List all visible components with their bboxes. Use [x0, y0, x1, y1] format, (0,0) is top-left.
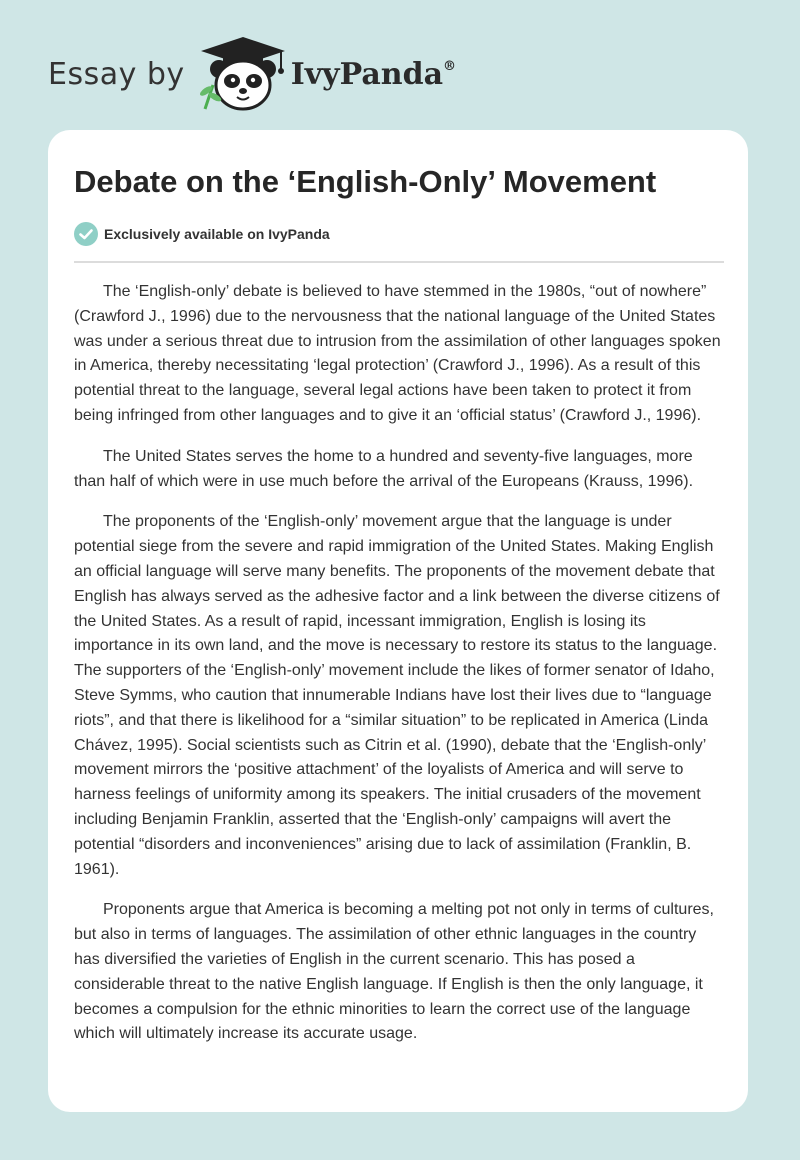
paragraph: Proponents argue that America is becoming a melting pot not only in terms of cultures, but also in terms of languages. The assimilation of other ethnic languages in the country has diversified the varieties of English in the current scenario. This has posed a considerable threat to the native English language. If English is then the only language, it becomes a compulsion for the ethnic minorities to learn the correct use of the language which will ultimately increase its accurate usage.	[74, 901, 714, 1043]
page-title: Debate on the ‘English-Only’ Movement	[74, 164, 657, 199]
paragraph: The United States serves the home to a hundred and seventy-five languages, more than half of which were in use much before the arrival of the Europeans (Krauss, 1996).	[74, 447, 694, 490]
essay-by-label: Essay by	[48, 56, 185, 92]
paragraph: The proponents of the ‘English-only’ movement argue that the language is under potential siege from the severe and rapid immigration of the United States. Making English an official language will serve many benefits. The proponents of the movement debate that English has always served as the adhesive factor and a link between the diverse citizens of the United States. As a result of rapid, incessant immigration, English is losing its importance in its own land, and the move is necessary to restore its status to the language. The supporters of the ‘English-only’ movement include the likes of former senator of Idaho, Steve Symms, who caution that innumerable Indians have lost their lives due to “language riots”, and that there is likelihood for a “similar situation” to be replicated in America (Linda Chávez, 1995). Social scientists such as Citrin et al. (1990), debate that the ‘English-only’ movement mirrors the ‘positive attachment’ of the loyalists of America and will serve to harness feelings of uniformity among its speakers. The initial crusaders of the movement including Benjamin Franklin, asserted that the ‘English-only’ campaigns will avert the potential “disorders and inconveniences” arising due to lack of assimilation (Franklin, B. 1961).	[74, 513, 720, 878]
exclusive-badge-label: Exclusively available on IvyPanda	[104, 226, 330, 242]
brand-text: IvyPanda	[290, 56, 444, 92]
check-circle-icon	[74, 222, 98, 246]
registered-mark: ®	[443, 58, 457, 74]
divider	[74, 261, 724, 263]
site-header	[48, 34, 456, 114]
exclusive-badge	[74, 222, 330, 246]
panda-graduate-logo-icon[interactable]	[197, 35, 289, 113]
paragraph: The ‘English-only’ debate is believed to have stemmed in the 1980s, “out of nowhere” (Crawford J., 1996) due to the nervousness that the national language of the United States was under a serious threat due to intrusion from the assimilation of other languages spoken in America, thereby necessitating ‘legal protection’ (Crawford J., 1996). As a result of this potential threat to the language, several legal actions have been taken to protect it from being infringed from other languages and to give it an ‘official status’ (Crawford J., 1996).	[74, 283, 721, 424]
essay-card	[48, 130, 748, 1112]
essay-body	[74, 280, 724, 1063]
brand-name[interactable]	[291, 57, 456, 92]
